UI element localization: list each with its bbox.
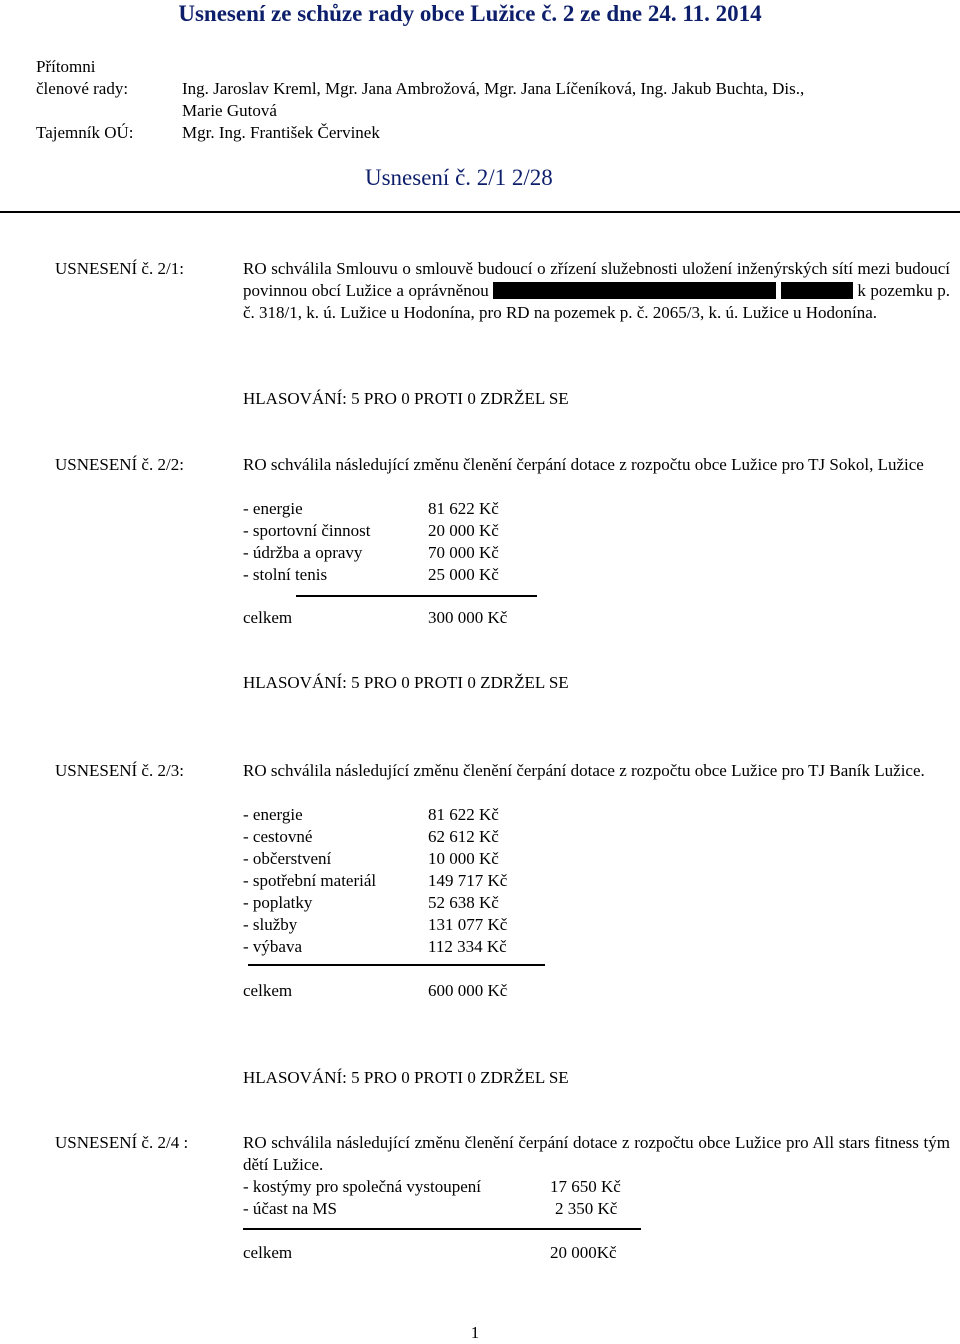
budget-item-name: - účast na MS [243,1199,337,1218]
budget-item-amount: 25 000 Kč [428,565,499,584]
members-label: členové rady: [36,79,129,98]
budget-item-amount: 81 622 Kč [428,499,499,518]
budget-item-amount: 62 612 Kč [428,827,499,846]
vote-result-2-2: HLASOVÁNÍ: 5 PRO 0 PROTI 0 ZDRŽEL SE [243,673,569,692]
sum-line [248,964,545,966]
budget-item-name: - občerstvení [243,849,332,868]
budget-item-name: - stolní tenis [243,565,328,584]
budget-item-amount: 81 622 Kč [428,805,499,824]
resolution-label-2-3: USNESENÍ č. 2/3: [55,761,184,780]
resolution-text-2-1-part2: k pozemku p. č. 318/1, k. ú. Lužice u Hodonína, pro RD na pozemek p. č. 2065/3, k. ú. Lužice u Hodonína. [243,281,950,322]
total-label: celkem [243,981,293,1000]
budget-item-amount: 131 077 Kč [428,915,508,934]
budget-item-amount: 112 334 Kč [428,937,507,956]
vote-result-2-1: HLASOVÁNÍ: 5 PRO 0 PROTI 0 ZDRŽEL SE [243,389,569,408]
present-label: Přítomni [36,57,96,76]
budget-item-amount: 52 638 Kč [428,893,499,912]
budget-item-name: - cestovné [243,827,313,846]
secretary-label: Tajemník OÚ: [36,123,134,142]
total-label: celkem [243,608,293,627]
resolution-text-2-4: RO schválila následující změnu členění čerpání dotace z rozpočtu obce Lužice pro All stars fitness tým dětí Lužice. [243,1133,950,1174]
members-list-line2: Marie Gutová [182,101,277,120]
budget-item-amount: 70 000 Kč [428,543,499,562]
budget-item-amount: 10 000 Kč [428,849,499,868]
total-amount: 600 000 Kč [428,981,508,1000]
resolution-text-2-1-part1: RO schválila Smlouvu o smlouvě budoucí o zřízení služebnosti uložení inženýrských sítí mezi budoucí povinnou obcí Lužice a oprávněnou [243,259,950,300]
resolution-label-2-2: USNESENÍ č. 2/2: [55,455,184,474]
sum-line [243,1228,641,1230]
resolution-label-2-1: USNESENÍ č. 2/1: [55,259,184,278]
budget-item-name: - výbava [243,937,303,956]
budget-item-name: - energie [243,499,303,518]
budget-item-name: - poplatky [243,893,313,912]
resolutions-range-heading: Usnesení č. 2/1 2/28 [365,165,553,190]
total-amount: 20 000Kč [550,1243,617,1262]
resolution-text-2-3: RO schválila následující změnu členění čerpání dotace z rozpočtu obce Lužice pro TJ Baník Lužice. [243,761,925,780]
redacted-block [781,282,853,299]
budget-item-name: - sportovní činnost [243,521,371,540]
budget-item-name: - služby [243,915,298,934]
document-title: Usnesení ze schůze rady obce Lužice č. 2 ze dne 24. 11. 2014 [178,1,762,26]
header-divider [0,211,960,213]
total-amount: 300 000 Kč [428,608,508,627]
secretary-name: Mgr. Ing. František Červinek [182,123,380,142]
budget-item-amount: 17 650 Kč [550,1177,621,1196]
resolution-text-2-2: RO schválila následující změnu členění čerpání dotace z rozpočtu obce Lužice pro TJ Sokol, Lužice [243,455,924,474]
budget-item-amount: 149 717 Kč [428,871,508,890]
budget-item-amount: 20 000 Kč [428,521,499,540]
redacted-block [493,282,776,299]
budget-item-name: - kostýmy pro společná vystoupení [243,1177,481,1196]
budget-item-name: - energie [243,805,303,824]
resolution-text-2-1 [243,258,950,324]
budget-item-name: - spotřební materiál [243,871,377,890]
budget-item-amount: 2 350 Kč [555,1199,618,1218]
page-number: 1 [470,1323,480,1342]
sum-line [296,595,537,597]
budget-item-name: - údržba a opravy [243,543,363,562]
resolution-label-2-4: USNESENÍ č. 2/4 : [55,1133,189,1152]
vote-result-2-3: HLASOVÁNÍ: 5 PRO 0 PROTI 0 ZDRŽEL SE [243,1068,569,1087]
total-label: celkem [243,1243,293,1262]
members-list-line1: Ing. Jaroslav Kreml, Mgr. Jana Ambrožová, Mgr. Jana Líčeníková, Ing. Jakub Buchta, Dis., [182,79,805,98]
